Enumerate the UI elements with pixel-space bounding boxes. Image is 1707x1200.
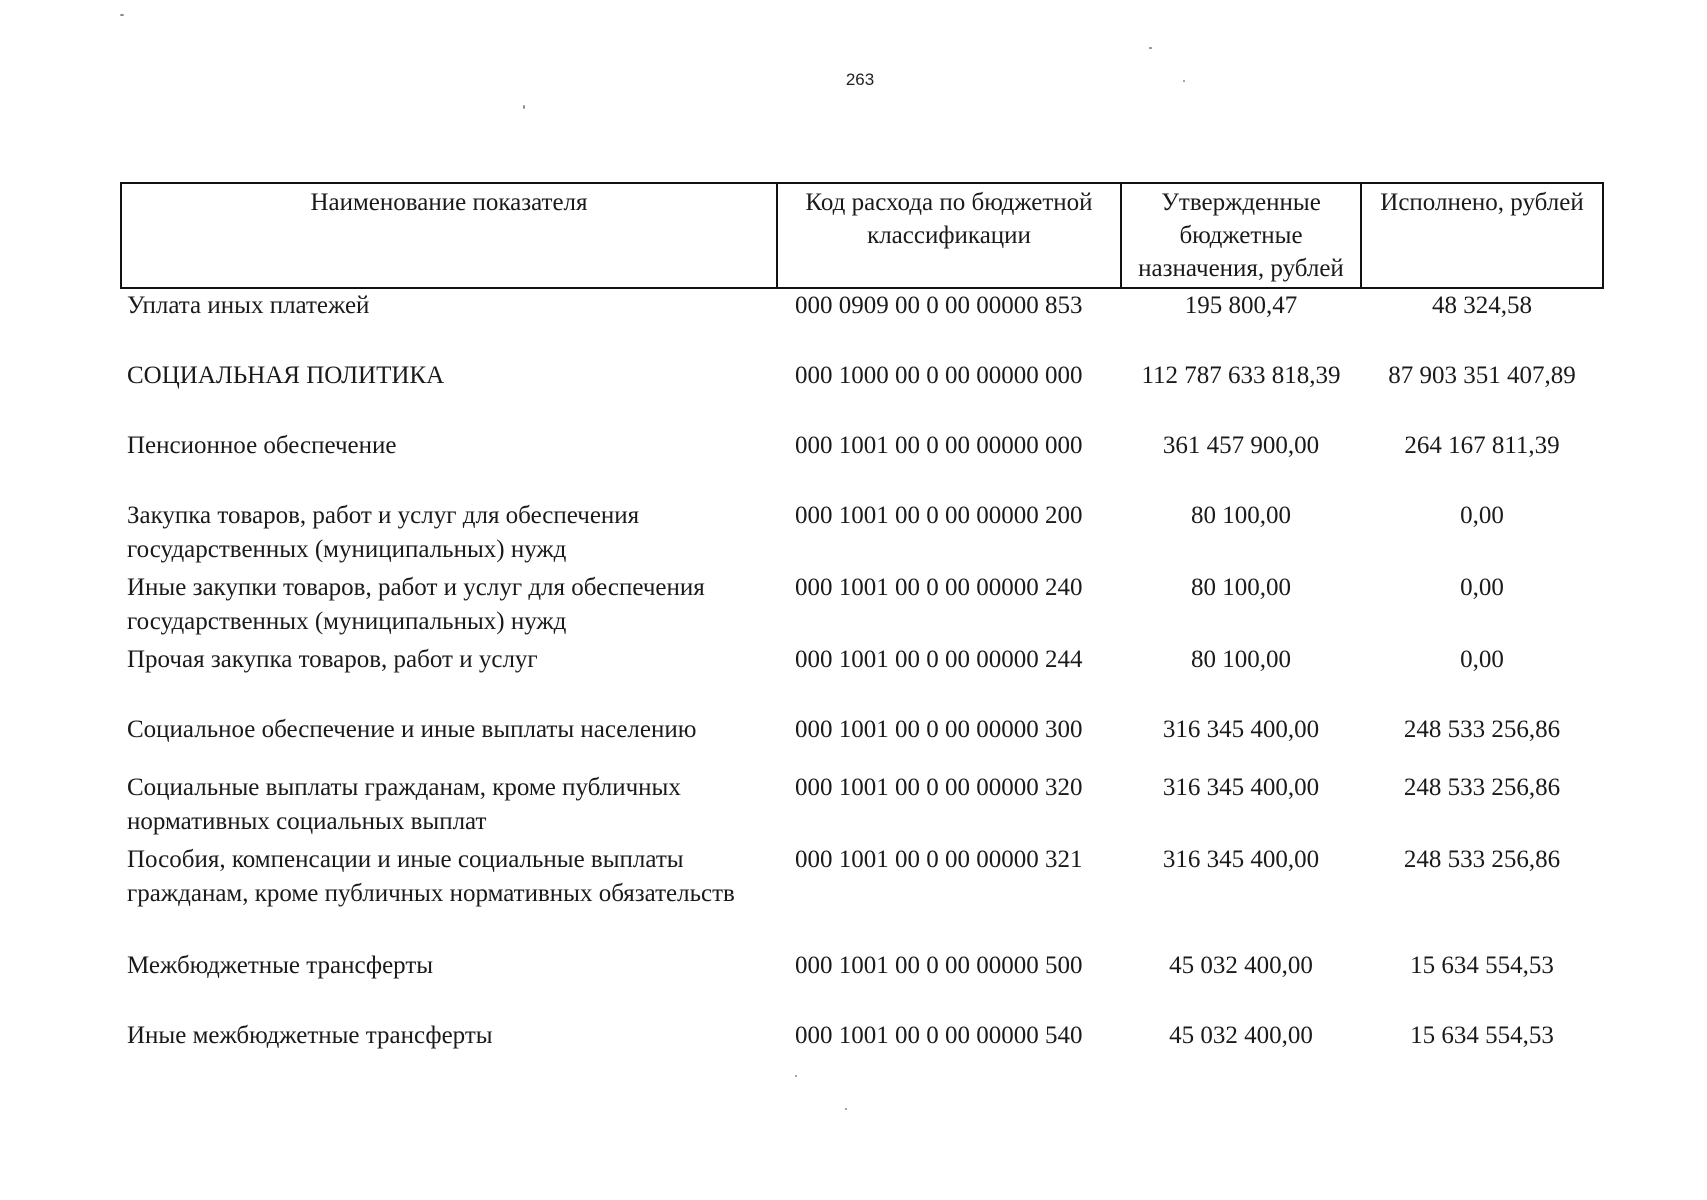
row-executed: 48 324,58 [1432,292,1532,319]
header-expense-code: Код расхода по бюджетной классификации [777,183,1121,288]
row-approved: 316 345 400,00 [1162,774,1320,801]
budget-execution-table [120,182,1604,1089]
row-executed: 0,00 [1460,574,1504,601]
header-executed-amount: Исполнено, рублей [1361,183,1603,288]
row-name: Межбюджетные трансферты [127,952,434,979]
row-executed: 0,00 [1460,646,1504,673]
row-name: Социальное обеспечение и иные выплаты населению [127,716,697,743]
scan-speck [1149,47,1152,49]
row-approved: 80 100,00 [1191,502,1291,529]
scan-speck [523,105,525,109]
row-executed: 248 533 256,86 [1403,716,1561,743]
scan-speck [1183,80,1185,82]
row-code: 000 1001 00 0 00 00000 320 [795,774,1083,801]
row-executed: 0,00 [1460,502,1504,529]
row-approved: 80 100,00 [1191,646,1291,673]
row-name: Уплата иных платежей [127,292,370,319]
row-name: Социальные выплаты гражданам, кроме публичных нормативных социальных выплат [127,774,681,835]
row-approved: 45 032 400,00 [1169,1022,1313,1049]
row-code: 000 1001 00 0 00 00000 321 [795,846,1083,873]
row-name: Закупка товаров, работ и услуг для обеспечения государственных (муниципальных) нужд [127,502,640,563]
row-approved: 195 800,47 [1184,292,1298,319]
row-executed: 248 533 256,86 [1403,774,1561,801]
header-approved-amount: Утвержденные бюджетные назначения, рублей [1121,183,1361,288]
table-row [121,359,1603,429]
row-approved: 112 787 633 818,39 [1141,362,1341,389]
row-name: СОЦИАЛЬНАЯ ПОЛИТИКА [127,362,445,389]
row-executed: 248 533 256,86 [1403,846,1561,873]
table-row [121,429,1603,499]
header-row [121,183,1603,288]
table-row [121,499,1603,571]
table-row [121,288,1603,359]
row-code: 000 1001 00 0 00 00000 500 [795,952,1083,979]
row-code: 000 0909 00 0 00 00000 853 [795,292,1083,319]
budget-table-container [120,182,1602,1089]
row-code: 000 1001 00 0 00 00000 300 [795,716,1083,743]
scan-speck [845,1108,847,1110]
row-executed: 15 634 554,53 [1410,1022,1554,1049]
page-number: 263 [845,70,875,89]
table-row [121,1019,1603,1089]
row-code: 000 1001 00 0 00 00000 200 [795,502,1083,529]
table-row [121,713,1603,771]
row-name: Пенсионное обеспечение [127,432,397,459]
scan-speck [795,1075,797,1077]
table-row [121,843,1603,949]
row-code: 000 1000 00 0 00 00000 000 [795,362,1083,389]
table-header [121,183,1603,288]
scan-speck [120,14,124,16]
row-code: 000 1001 00 0 00 00000 240 [795,574,1083,601]
table-row [121,949,1603,1019]
row-approved: 45 032 400,00 [1169,952,1313,979]
row-approved: 316 345 400,00 [1162,846,1320,873]
table-body [121,288,1603,1089]
table-row [121,643,1603,713]
row-code: 000 1001 00 0 00 00000 000 [795,432,1083,459]
table-row [121,571,1603,643]
row-executed: 87 903 351 407,89 [1388,362,1576,389]
header-indicator-name: Наименование показателя [121,183,777,288]
row-code: 000 1001 00 0 00 00000 540 [795,1022,1083,1049]
row-approved: 361 457 900,00 [1162,432,1320,459]
table-row [121,771,1603,843]
row-approved: 316 345 400,00 [1162,716,1320,743]
row-approved: 80 100,00 [1191,574,1291,601]
row-executed: 15 634 554,53 [1410,952,1554,979]
row-name: Иные межбюджетные трансферты [127,1022,493,1049]
row-name: Иные закупки товаров, работ и услуг для обеспечения государственных (муниципальных) нужд [127,574,705,635]
row-executed: 264 167 811,39 [1404,432,1560,459]
row-name: Прочая закупка товаров, работ и услуг [127,646,538,673]
row-code: 000 1001 00 0 00 00000 244 [795,646,1083,673]
row-name: Пособия, компенсации и иные социальные выплаты гражданам, кроме публичных нормативных обязательств [127,846,735,907]
